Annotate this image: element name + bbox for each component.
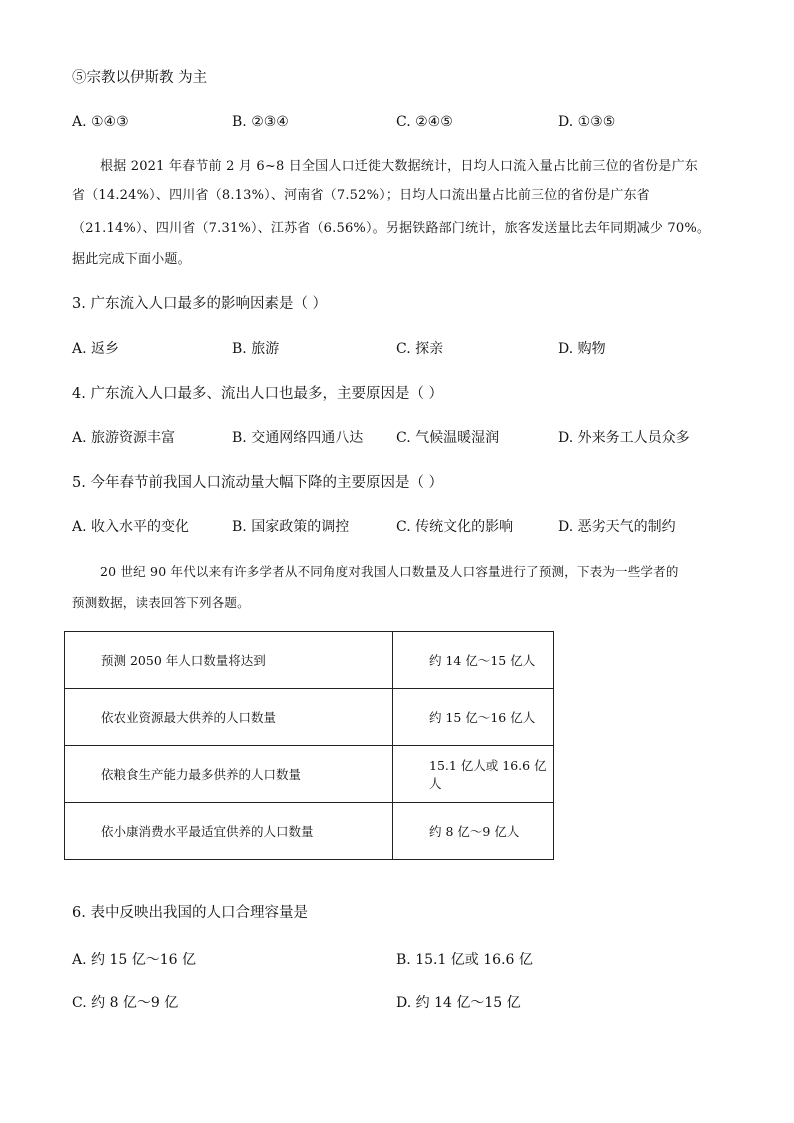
prev-item-text: ⑤宗教以伊斯教 为主	[72, 70, 208, 86]
passage1-line2: 省（14.24%）、四川省（8.13%）、河南省（7.52%）；日均人口流出量占比前三位的省份是广东省	[72, 188, 650, 203]
passage1-line3: （21.14%）、四川省（7.31%）、江苏省（6.56%）。另据铁路部门统计，旅客发送量比去年同期减少 70%。	[72, 221, 711, 236]
passage2-line1: 20 世纪 90 年代以来有许多学者从不同角度对我国人口数量及人口容量进行了预测，下表为一些学者的	[100, 564, 679, 579]
q4-option-c: C. 气候温暖湿润	[396, 430, 500, 446]
table-row	[65, 803, 554, 860]
q6-option-d: D. 约 14 亿～15 亿	[396, 995, 521, 1011]
table-row	[65, 746, 554, 803]
table-row	[65, 632, 554, 689]
q5-option-b: B. 国家政策的调控	[232, 519, 350, 535]
q3-option-b: B. 旅游	[232, 341, 280, 357]
q5-option-a: A. 收入水平的变化	[72, 519, 190, 535]
question-6-stem: 6. 表中反映出我国的人口合理容量是	[72, 905, 308, 921]
q4-option-d: D. 外来务工人员众多	[558, 430, 690, 446]
prev-option-c: C. ②④⑤	[396, 114, 453, 130]
q3-option-a: A. 返乡	[72, 341, 120, 357]
passage2-line2: 预测数据，读表回答下列各题。	[72, 595, 250, 610]
table-cell-value: 约 8 亿～9 亿人	[393, 803, 554, 860]
prev-option-b: B. ②③④	[232, 114, 289, 130]
q6-option-a: A. 约 15 亿～16 亿	[72, 952, 196, 968]
table-cell-label: 依粮食生产能力最多供养的人口数量	[65, 746, 393, 803]
prev-option-d: D. ①③⑤	[558, 114, 616, 130]
q6-option-c: C. 约 8 亿～9 亿	[72, 995, 179, 1011]
table-row	[65, 689, 554, 746]
question-4-stem: 4. 广东流入人口最多、流出人口也最多，主要原因是（ ）	[72, 386, 444, 402]
prev-option-a: A. ①④③	[72, 114, 129, 130]
prediction-table	[64, 631, 554, 860]
question-3-stem: 3. 广东流入人口最多的影响因素是（ ）	[72, 296, 328, 312]
passage1-line1: 根据 2021 年春节前 2 月 6~8 日全国人口迁徙大数据统计，日均人口流入量占比前三位的省份是广东	[100, 159, 698, 174]
question-5-stem: 5. 今年春节前我国人口流动量大幅下降的主要原因是（ ）	[72, 475, 444, 491]
table-cell-label: 依农业资源最大供养的人口数量	[65, 689, 393, 746]
table-cell-value: 约 15 亿～16 亿人	[393, 689, 554, 746]
table-cell-label: 预测 2050 年人口数量将达到	[65, 632, 393, 689]
q4-option-a: A. 旅游资源丰富	[72, 430, 176, 446]
q3-option-c: C. 探亲	[396, 341, 444, 357]
table-cell-value: 约 14 亿～15 亿人	[393, 632, 554, 689]
passage1-line4: 据此完成下面小题。	[72, 252, 191, 267]
q6-option-b: B. 15.1 亿或 16.6 亿	[396, 952, 533, 968]
q3-option-d: D. 购物	[558, 341, 606, 357]
q5-option-d: D. 恶劣天气的制约	[558, 519, 676, 535]
table-cell-value: 15.1 亿人或 16.6 亿人	[393, 746, 554, 803]
q5-option-c: C. 传统文化的影响	[396, 519, 514, 535]
q4-option-b: B. 交通网络四通八达	[232, 430, 364, 446]
table-cell-label: 依小康消费水平最适宜供养的人口数量	[65, 803, 393, 860]
